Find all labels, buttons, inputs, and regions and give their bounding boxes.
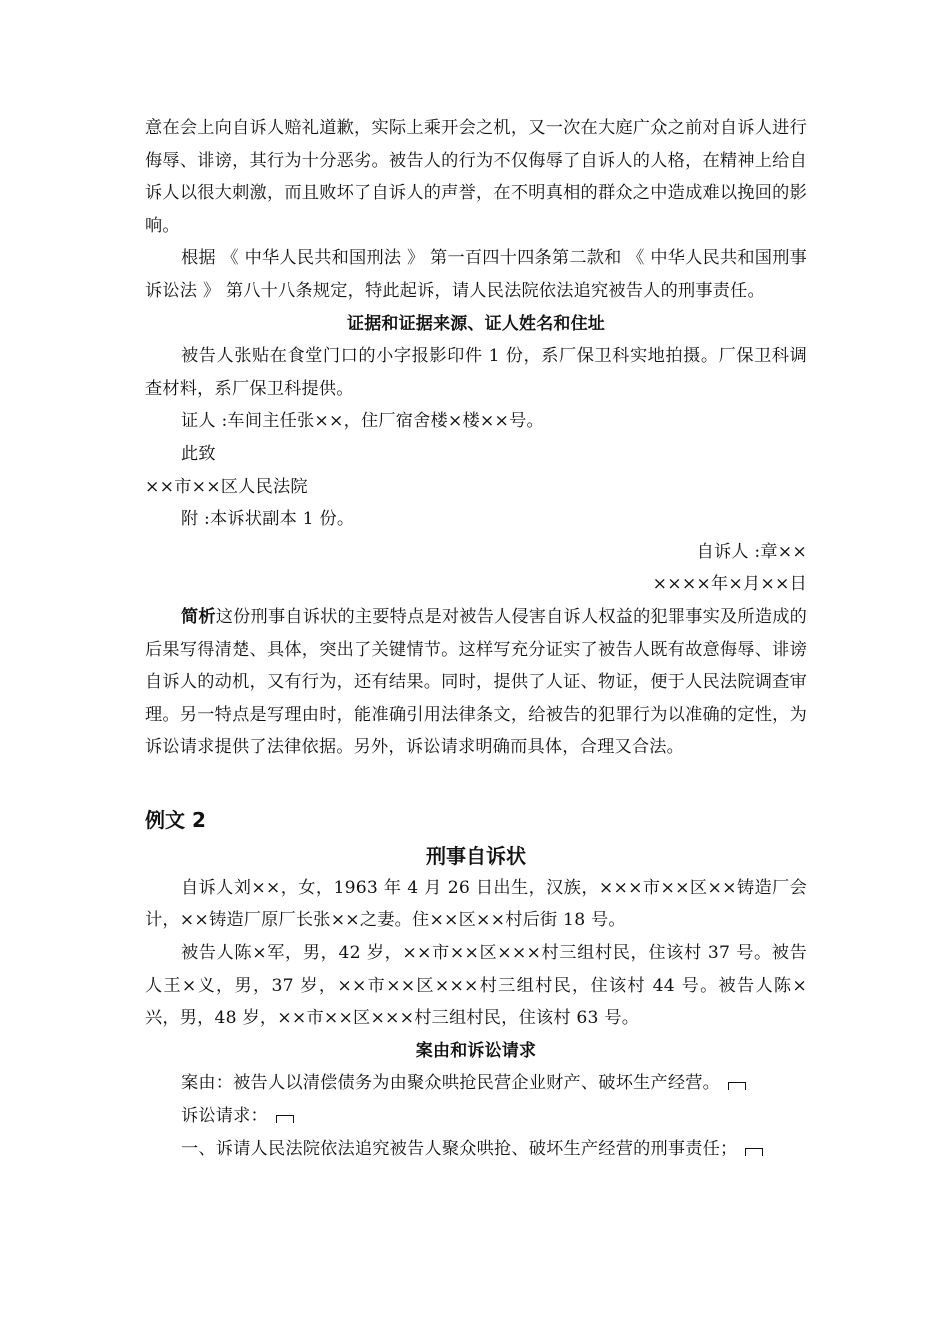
paragraph-continued: 意在会上向自诉人赔礼道歉，实际上乘开会之机，又一次在大庭广众之前对自诉人进行侮辱、诽谤，其行为十分恶劣。被告人的行为不仅侮辱了自诉人的人格，在精神上给自诉人以很大刺激，而且败坏了自诉人的声誉，在不明真相的群众之中造成难以挽回的影响。 xyxy=(145,118,807,236)
analysis-text: 这份刑事自诉状的主要特点是对被告人侵害自诉人权益的犯罪事实及所造成的后果写得清楚、具体，突出了关键情节。这样写充分证实了被告人既有故意侮辱、诽谤自诉人的动机，又有行为，还有结果。同时，提供了人证、物证，便于人民法院调查审理。另一特点是写理由时，能准确引用法律条文，给被告的犯罪行为以准确的定性，为诉讼请求提供了法律依据。另外，诉讼请求明确而具体，合理又合法。 xyxy=(145,606,807,758)
court-line: ××市××区人民法院 xyxy=(145,476,308,497)
evidence-heading: 证据和证据来源、证人姓名和住址 xyxy=(347,313,605,334)
paragraph-law-basis: 根据 《 中华人民共和国刑法 》 第一百四十四条第二款和 《 中华人民共和国刑事诉讼法 》 第八十八条规定，特此起诉，请人民法院依法追究被告人的刑事责任。 xyxy=(145,248,807,301)
evidence-paragraph: 被告人张贴在食堂门口的小字报影印件 1 份，系厂保卫科实地拍摄。厂保卫科调查材料，系厂保卫科提供。 xyxy=(145,346,807,399)
claims-label-line xyxy=(145,1100,807,1133)
analysis-paragraph xyxy=(145,601,807,764)
document-page xyxy=(145,112,807,1165)
plaintiff-paragraph: 自诉人刘××，女，1963 年 4 月 26 日出生，汉族，×××市××区××铸造厂会计，××铸造厂原厂长张××之妻。住××区××村后街 18 号。 xyxy=(145,877,807,931)
case-cause-text: 案由：被告人以清偿债务为由聚众哄抢民营企业财产、破坏生产经营。 xyxy=(181,1073,721,1094)
case-cause-line xyxy=(145,1067,807,1100)
example-title: 例文 2 xyxy=(145,807,206,832)
paragraph-mark-icon xyxy=(745,1148,763,1156)
salutation-line: 此致 xyxy=(181,443,216,464)
claim-1-text: 一、诉请人民法院依法追究被告人聚众哄抢、破坏生产经营的刑事责任； xyxy=(181,1138,738,1159)
defendants-paragraph: 被告人陈×军，男，42 岁，××市××区×××村三组村民，住该村 37 号。被告人王×义，男，37 岁，××市××区×××村三组村民，住该村 44 号。被告人陈×兴，男，48 岁，××市××区×××村三组村民，住该村 63 号。 xyxy=(145,943,807,1029)
date-line: ××××年×月××日 xyxy=(652,574,807,595)
claims-label-text: 诉讼请求： xyxy=(181,1106,268,1127)
signature-line: 自诉人 :章×× xyxy=(696,541,807,562)
attachment-line: 附 :本诉状副本 1 份。 xyxy=(181,509,355,530)
document-title: 刑事自诉状 xyxy=(426,843,526,868)
case-heading: 案由和诉讼请求 xyxy=(415,1040,537,1061)
paragraph-mark-icon xyxy=(728,1082,746,1090)
witness-line: 证人 :车间主任张××，住厂宿舍楼×楼××号。 xyxy=(181,411,544,432)
analysis-label: 简析 xyxy=(181,606,216,627)
claim-1-line xyxy=(145,1133,807,1166)
paragraph-mark-icon xyxy=(276,1115,294,1123)
